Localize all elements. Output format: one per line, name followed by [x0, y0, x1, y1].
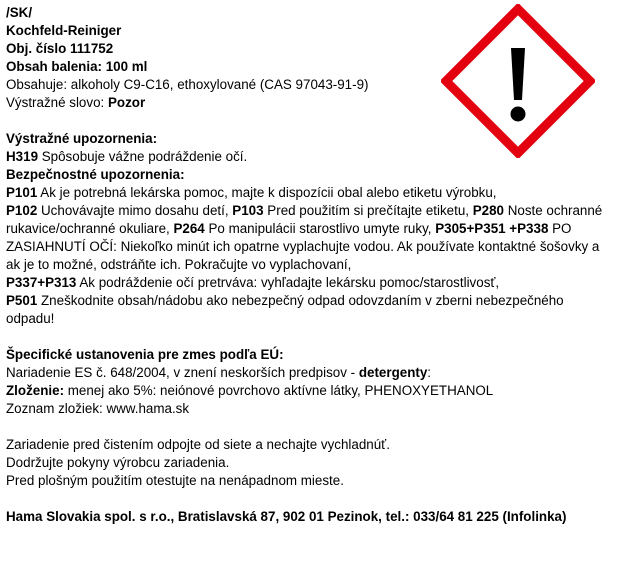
package-volume: Obsah balenia: 100 ml	[6, 59, 148, 74]
hazard-title: Výstražné upozornenia:	[6, 131, 158, 146]
precaution-p501: P501 Zneškodnite obsah/nádobu ako nebezpečný odpad odovzdaním v zberni nebezpečného odpadu!	[6, 293, 564, 326]
eu-title: Špecifické ustanovenia pre zmes podľa EÚ:	[6, 347, 284, 362]
contains-line: Obsahuje: alkoholy C9-C16, ethoxylované (CAS 97043-91-9)	[6, 77, 369, 92]
order-number: Obj. číslo 111752	[6, 41, 114, 56]
product-name: Kochfeld-Reiniger	[6, 23, 122, 38]
precaution-p101: P101 Ak je potrebná lekárska pomoc, majte k dispozícii obal alebo etiketu výrobku,	[6, 185, 497, 200]
instruction-line-1: Zariadenie pred čistením odpojte od siete a nechajte vychladnúť.	[6, 437, 390, 452]
instruction-line-3: Pred plošným použitím otestujte na nenápadnom mieste.	[6, 473, 344, 488]
ghs07-exclamation-mark-icon	[441, 4, 595, 158]
eu-composition: Zloženie: menej ako 5%: neiónové povrchovo aktívne látky, PHENOXYETHANOL	[6, 383, 494, 398]
precaution-block: P102 Uchovávajte mimo dosahu detí, P103 Pred použitím si prečítajte etiketu, P280 Noste ochranné rukavice/ochranné okuliare, P264 Po manipulácii starostlivo umyte ruky, P305+P351 +P338 PO ZASIAHNUTÍ OČÍ: Niekoľko minút ich opatrne vyplachujte vodou. Ak používate kontaktné šošovky a ak je to možné, odstráňte ich. Pokračujte vo vyplachovaní,	[6, 203, 603, 272]
signal-word-line: Výstražné slovo: Pozor	[6, 95, 146, 110]
instruction-line-2: Dodržujte pokyny výrobcu zariadenia.	[6, 455, 230, 470]
eu-regulation: Nariadenie ES č. 648/2004, v znení neskorších predpisov - detergenty:	[6, 365, 432, 380]
language-code: /SK/	[6, 5, 33, 20]
precaution-p337: P337+P313 Ak podráždenie očí pretrváva: vyhľadajte lekársku pomoc/starostlivosť,	[6, 275, 500, 290]
company-footer: Hama Slovakia spol. s r.o., Bratislavská 87, 902 01 Pezinok, tel.: 033/64 81 225 (Infolinka)	[6, 509, 567, 524]
precaution-title: Bezpečnostné upozornenia:	[6, 167, 185, 182]
hazard-h319: H319 Spôsobuje vážne podráždenie očí.	[6, 149, 248, 164]
eu-ingredients: Zoznam zložiek: www.hama.sk	[6, 401, 190, 416]
